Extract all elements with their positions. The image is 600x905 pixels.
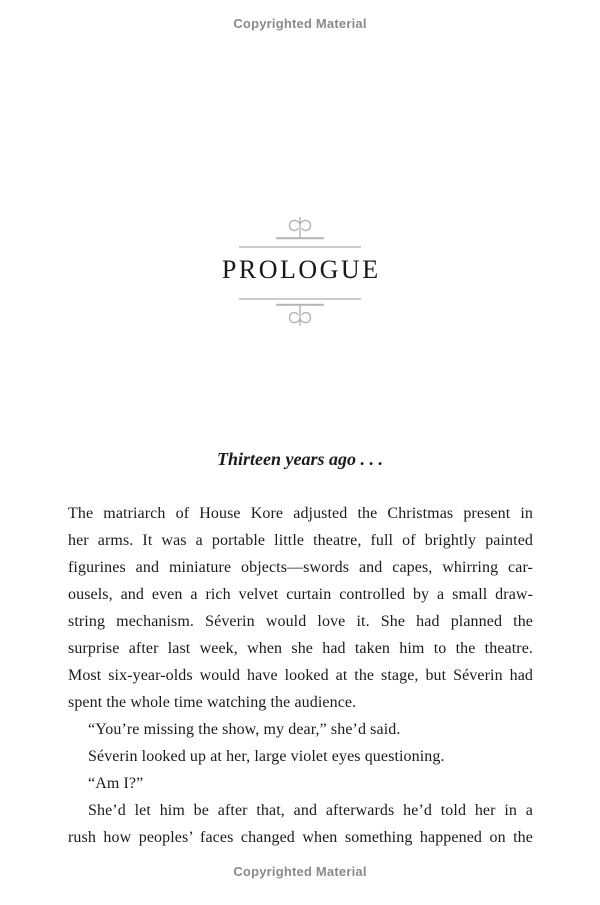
divider-rule-top (239, 246, 361, 248)
body-line: string mechanism. Séverin would love it. She had planned the (68, 613, 533, 630)
copyright-notice-bottom: Copyrighted Material (233, 864, 367, 879)
chapter-dateline: Thirteen years ago . . . (217, 449, 383, 469)
body-line: The matriarch of House Kore adjusted the Christmas present in (68, 505, 533, 522)
flourish-ornament-icon (272, 216, 328, 243)
body-text-block (68, 500, 533, 851)
body-line: spent the whole time watching the audience. (68, 694, 357, 711)
body-line: She’d let him be after that, and afterwards he’d told her in a (88, 802, 533, 819)
body-line: ousels, and even a rich velvet curtain controlled by a small draw- (68, 586, 533, 603)
body-line: figurines and miniature objects—swords and capes, whirring car- (68, 559, 533, 576)
body-line: “Am I?” (88, 775, 144, 792)
flourish-ornament-icon (272, 300, 328, 327)
body-line: “You’re missing the show, my dear,” she’d said. (88, 721, 401, 738)
body-line: Séverin looked up at her, large violet eyes questioning. (88, 748, 445, 765)
chapter-title: PROLOGUE (221, 255, 381, 284)
body-line: her arms. It was a portable little theatre, full of brightly painted (68, 532, 533, 549)
body-line: Most six-year-olds would have looked at the stage, but Séverin had (68, 667, 533, 684)
copyright-notice-top: Copyrighted Material (233, 16, 367, 31)
body-line: rush how peoples’ faces changed when something happened on the (68, 829, 533, 846)
body-line: surprise after last week, when she had taken him to the theatre. (68, 640, 533, 657)
